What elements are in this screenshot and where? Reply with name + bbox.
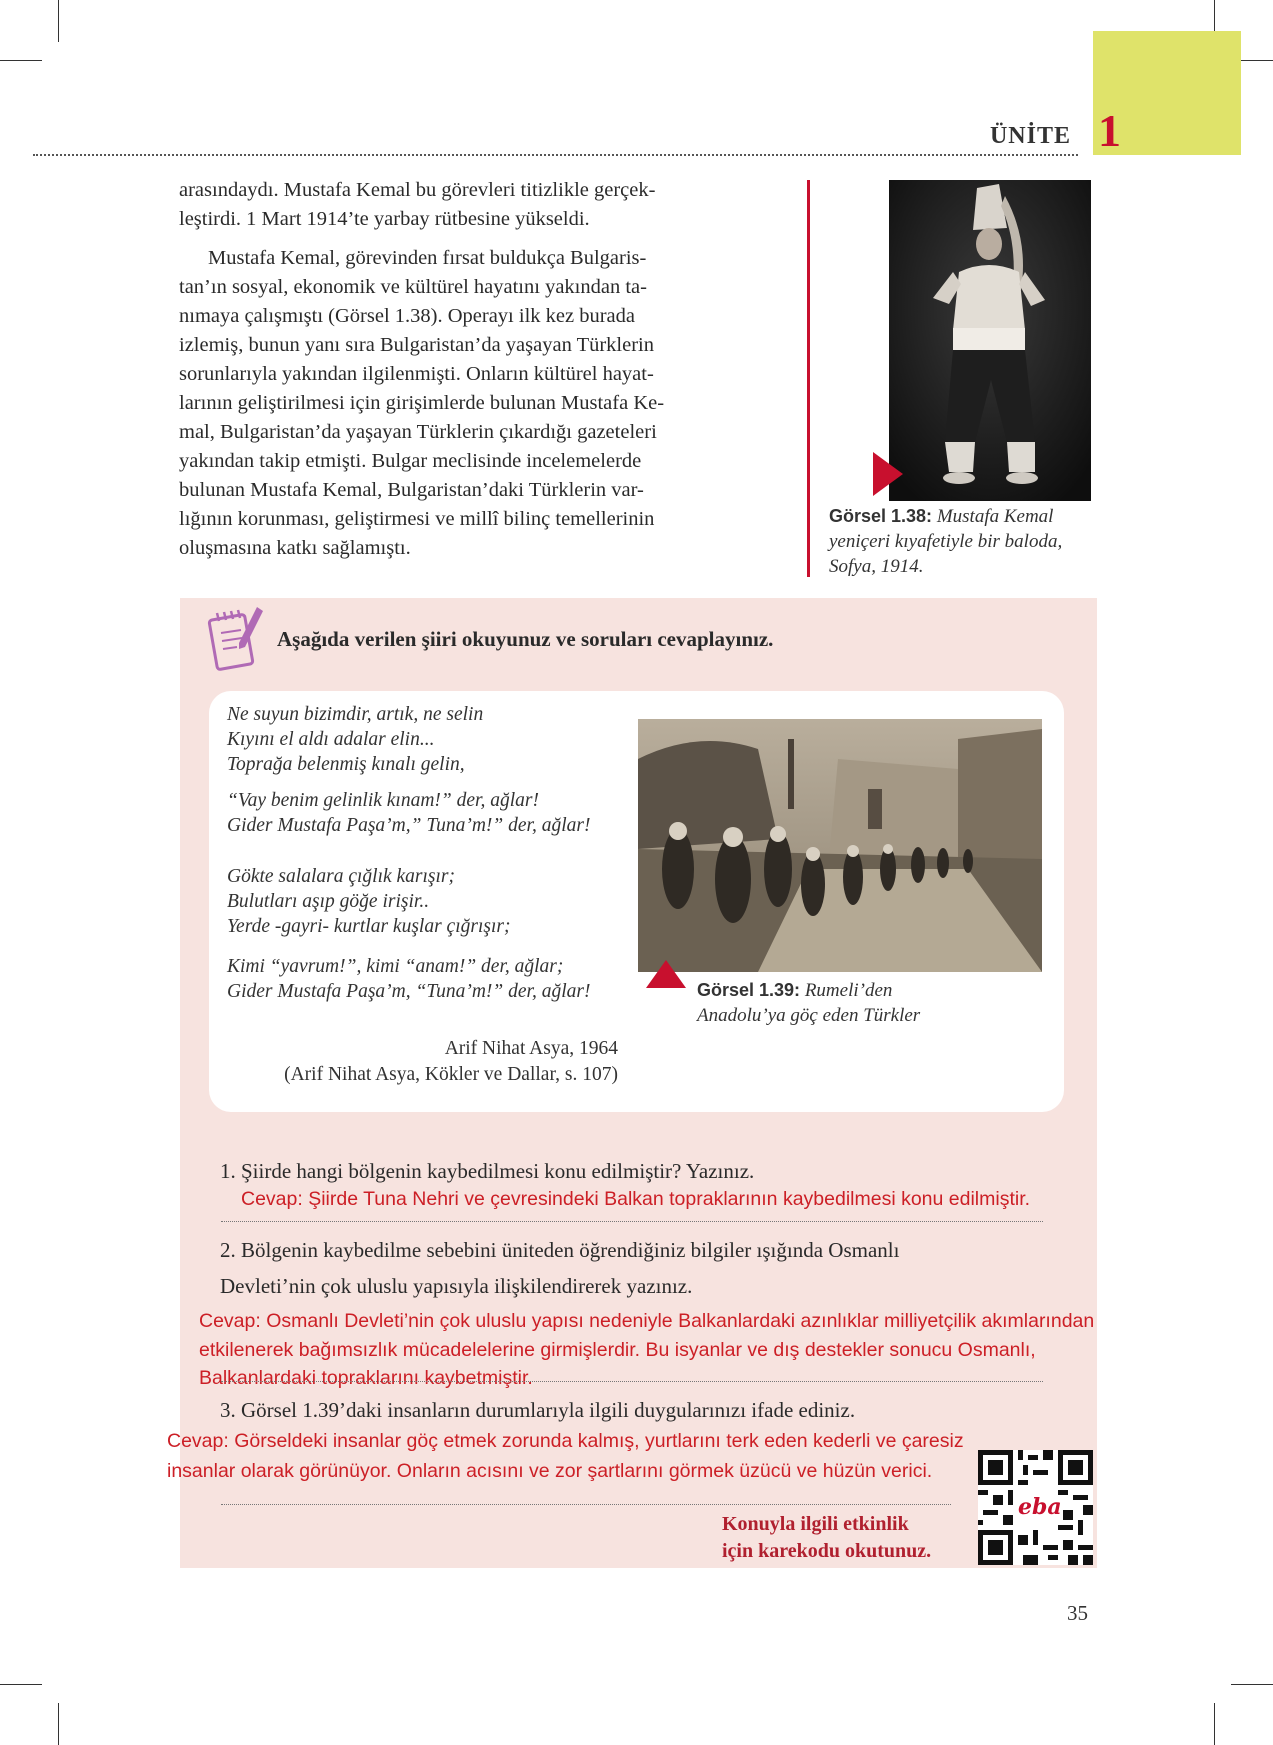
- poem-stanza-1: Ne suyun bizimdir, artık, ne selin Kıyını el aldı adalar elin... Toprağa belenmiş kınalı gelin,: [227, 704, 484, 775]
- answer-line: [221, 1381, 1043, 1382]
- poem-source: (Arif Nihat Asya, Kökler ve Dallar, s. 107): [284, 1064, 618, 1085]
- text-line: mal, Bulgaristan’da yaşayan Türklerin çıkardığı gazeteleri: [179, 421, 657, 443]
- notepad-pencil-icon: [207, 603, 267, 675]
- figure-pointer-icon: [646, 960, 686, 988]
- photo-mustafa-kemal-janissary: [889, 180, 1091, 501]
- question-1: 1. Şiirde hangi bölgenin kaybedilmesi konu edilmiştir? Yazınız.: [220, 1159, 755, 1183]
- answer-2-line-3[interactable]: Balkanlardaki topraklarını kaybetmiştir.: [199, 1367, 533, 1389]
- figure-side-bar: [807, 180, 810, 577]
- portrait-illustration: [889, 180, 1091, 501]
- eba-logo: eba: [1018, 1494, 1062, 1520]
- answer-2-line-2[interactable]: etkilenerek bağımsızlık mücadelelerine girmişlerdir. Bu isyanlar ve dış destekler sonucu Osmanlı,: [199, 1339, 1036, 1361]
- text-line: leştirdi. 1 Mart 1914’te yarbay rütbesine yükseldi.: [179, 208, 590, 230]
- page-number: 35: [1067, 1601, 1088, 1625]
- figure-139-caption: [697, 978, 1057, 1028]
- paragraph-1: [179, 176, 779, 234]
- qr-instruction: [722, 1511, 931, 1565]
- poem-stanza-4: Kimi “yavrum!”, kimi “anam!” der, ağlar; Gider Mustafa Paşa’m, “Tuna’m!” der, ağlar!: [227, 956, 591, 1002]
- poem-stanza-3: Gökte salalara çığlık karışır; Bulutları aşıp göğe irişir.. Yerde -gayri- kurtlar kuşlar çığrışır;: [227, 866, 511, 937]
- photo-rumeli-migration: [638, 719, 1042, 972]
- caption-line: yeniçeri kıyafetiyle bir baloda,: [829, 531, 1063, 552]
- crop-mark: [58, 1703, 59, 1745]
- figure-label: Görsel 1.39:: [697, 980, 801, 1000]
- poem-author: Arif Nihat Asya, 1964: [444, 1038, 618, 1059]
- crop-mark: [58, 0, 59, 42]
- qr-code[interactable]: [978, 1450, 1093, 1565]
- text-line: tan’ın sosyal, ekonomik ve kültürel hayatını yakından ta-: [179, 276, 647, 298]
- text-line: izlemiş, bunun yanı sıra Bulgaristan’da yaşayan Türklerin: [179, 334, 654, 356]
- unit-label: ÜNİTE: [989, 123, 1071, 149]
- text-line: arasındaydı. Mustafa Kemal bu görevleri titizlikle gerçek-: [179, 179, 656, 201]
- migration-illustration: [638, 719, 1042, 972]
- crop-mark: [0, 1684, 42, 1685]
- caption-line: Sofya, 1914.: [829, 556, 924, 577]
- text-line: bulunan Mustafa Kemal, Bulgaristan’daki Türklerin var-: [179, 479, 644, 501]
- text-line: nımaya çalışmıştı (Görsel 1.38). Operayı ilk kez burada: [179, 305, 635, 327]
- crop-mark: [0, 60, 42, 61]
- text-line: Mustafa Kemal, görevinden fırsat buldukça Bulgaris-: [208, 247, 647, 269]
- figure-label: Görsel 1.38:: [829, 506, 933, 526]
- header-divider: [33, 154, 1078, 156]
- unit-number: 1: [1098, 105, 1121, 156]
- answer-1[interactable]: Cevap: Şiirde Tuna Nehri ve çevresindeki Balkan topraklarının kaybedilmesi konu edilmiştir.: [241, 1188, 1031, 1210]
- paragraph-2: [179, 244, 779, 563]
- question-3: 3. Görsel 1.39’daki insanların durumlarıyla ilgili duygularınızı ifade ediniz.: [220, 1398, 856, 1422]
- figure-pointer-icon: [873, 452, 903, 496]
- answer-2-line-1[interactable]: Cevap: Osmanlı Devleti’nin çok uluslu yapısı nedeniyle Balkanlardaki azınlıklar milliyetçilik akımlarından: [199, 1310, 1095, 1332]
- text-line: yakından takip etmişti. Bulgar meclisinde incelemelerde: [179, 450, 642, 472]
- qr-note-line: Konuyla ilgili etkinlik: [722, 1513, 909, 1535]
- crop-mark: [1214, 1703, 1215, 1745]
- answer-line: [221, 1504, 951, 1505]
- crop-mark: [1231, 1684, 1273, 1685]
- text-line: sorunlarıyla yakından ilgilenmişti. Onların kültürel hayat-: [179, 363, 654, 385]
- activity-title: Aşağıda verilen şiiri okuyunuz ve soruları cevaplayınız.: [277, 627, 774, 651]
- figure-138-caption: [829, 504, 1099, 579]
- qr-note-line: için karekodu okutunuz.: [722, 1540, 932, 1562]
- poem-stanza-2: “Vay benim gelinlik kınam!” der, ağlar! Gider Mustafa Paşa’m,” Tuna’m!” der, ağlar!: [227, 790, 591, 836]
- answer-line: [221, 1221, 1043, 1222]
- text-line: lığının korunması, geliştirmesi ve millî bilinç temellerinin: [179, 508, 655, 530]
- question-2-line-1: 2. Bölgenin kaybedilme sebebini üniteden öğrendiğiniz bilgiler ışığında Osmanlı: [220, 1238, 900, 1262]
- text-line: oluşmasına katkı sağlamıştı.: [179, 537, 411, 559]
- caption-line: Anadolu’ya göç eden Türkler: [697, 1005, 921, 1026]
- answer-3-line-1[interactable]: Cevap: Görseldeki insanlar göç etmek zorunda kalmış, yurtlarını terk eden kederli ve çaresiz: [167, 1430, 964, 1452]
- caption-line: Rumeli’den: [804, 980, 893, 1001]
- caption-line: Mustafa Kemal: [936, 506, 1054, 527]
- answer-3-line-2[interactable]: insanlar olarak görünüyor. Onların acısını ve zor şartlarını görmek üzücü ve hüzün verici.: [167, 1460, 933, 1482]
- text-line: larının geliştirilmesi için girişimlerde bulunan Mustafa Ke-: [179, 392, 665, 414]
- question-2-line-2: Devleti’nin çok uluslu yapısıyla ilişkilendirerek yazınız.: [220, 1274, 693, 1298]
